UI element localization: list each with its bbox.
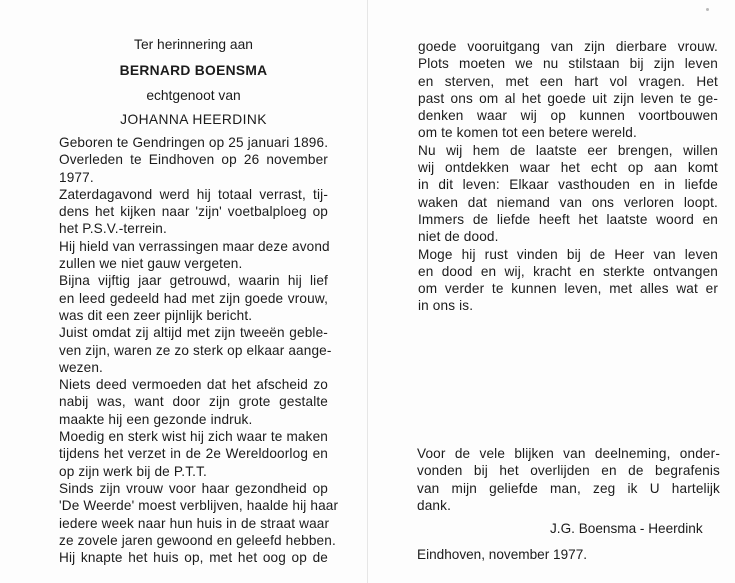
text-line: 1977.: [59, 169, 94, 185]
text-line: Niets deed vermoeden dat het afscheid zo: [59, 377, 328, 393]
text-line: past ons om al het goede uit zijn leven te ge-: [418, 90, 718, 106]
remembrance-intro: Ter herinnering aan: [134, 37, 253, 52]
text-line: en sterven, met een hart vol vragen. Het: [418, 73, 718, 89]
thanks-note: [417, 445, 720, 514]
signature: J.G. Boensma - Heerdink: [550, 521, 703, 536]
text-line: Geboren te Gendringen op 25 januari 1896.: [59, 135, 329, 150]
text-line: en dood en wij, kracht en sterkte ontvangen: [418, 263, 718, 279]
text-line: Hij knapte het huis op, met het oog op de: [59, 550, 328, 566]
relation-text: echtgenoot van: [146, 88, 241, 103]
text-line: Moge hij rust vinden bij de Heer van leven: [418, 246, 718, 262]
text-line: Bijna vijftig jaar getrouwd, waarin hij lief: [59, 273, 328, 289]
text-line: Juist omdat zij altijd met zijn tweeën geble-: [59, 325, 328, 341]
thanks-line: vonden bij het overlijden en de begrafenis: [417, 463, 720, 479]
place-date: Eindhoven, november 1977.: [417, 547, 588, 562]
left-text-column: [59, 134, 339, 566]
text-line: om verder te kunnen leven, met alles wat er: [418, 281, 718, 297]
text-line: dens het kijken naar 'zijn' voetbalploeg op: [59, 204, 328, 220]
text-line: en leed gedeeld had met zijn goede vrouw,: [59, 290, 328, 306]
text-line: in ons is.: [418, 298, 474, 314]
text-line: niet de dood.: [418, 229, 499, 245]
text-line: Hij hield van verrassingen maar deze avond: [59, 238, 330, 254]
text-line: goede vooruitgang van zijn dierbare vrouw.: [418, 39, 718, 54]
right-page: [368, 0, 735, 583]
text-line: wezen.: [59, 359, 103, 375]
text-line: waken dat niemand van ons verloren loopt.: [418, 194, 718, 210]
text-line: denken waar wij op kunnen voortbouwen: [418, 108, 718, 124]
thanks-line: dank.: [417, 497, 452, 513]
text-line: Overleden te Eindhoven op 26 november: [59, 152, 328, 168]
spouse-name: JOHANNA HEERDINK: [120, 112, 267, 127]
text-line: Nu wij hem de laatste eer brengen, willen: [418, 142, 718, 158]
text-line: Zaterdagavond werd hij totaal verrast, tij-: [59, 186, 328, 202]
paper-speck: [706, 8, 709, 11]
text-line: in dit leven: Elkaar vasthouden en in liefde: [418, 177, 718, 193]
thanks-line: Voor de vele blijken van deelneming, onder-: [417, 446, 720, 461]
text-line: het P.S.V.-terrein.: [59, 221, 167, 237]
text-line: zullen we niet gauw vergeten.: [59, 256, 243, 272]
thanks-line: van mijn geliefde man, zeg ik U hartelijk: [417, 480, 720, 496]
text-line: nabij was, want door zijn grote gestalte: [59, 394, 328, 410]
text-line: op zijn werk bij de P.T.T.: [59, 463, 207, 479]
text-line: was dit een zeer pijnlijk bericht.: [59, 307, 253, 323]
text-line: Plots moeten we nu stilstaan bij zijn leven: [418, 56, 718, 72]
text-line: 'De Weerde' moest verblijven, haalde hij haar: [59, 498, 339, 514]
right-text-column: [418, 38, 718, 315]
deceased-name: BERNARD BOENSMA: [119, 63, 268, 78]
text-line: Moedig en sterk wist hij zich waar te maken: [59, 429, 328, 445]
text-line: wij ontdekken waar het echt op aan komt: [418, 160, 718, 176]
text-line: tijdens het verzet in de 2e Wereldoorlog en: [59, 446, 328, 462]
text-line: ze zovele jaren gewoond en geleefd hebben.: [59, 532, 336, 548]
text-line: iedere week naar hun huis in de straat waar: [59, 515, 330, 531]
left-page: [0, 0, 367, 583]
text-line: om te komen tot een betere wereld.: [418, 125, 637, 141]
text-line: maakte hij een gezonde indruk.: [59, 411, 253, 427]
text-line: Sinds zijn vrouw voor haar gezondheid op: [59, 480, 328, 496]
text-line: Immers de liefde heeft het laatste woord en: [418, 211, 718, 227]
text-line: ven zijn, waren ze zo sterk op elkaar aange-: [59, 342, 332, 358]
